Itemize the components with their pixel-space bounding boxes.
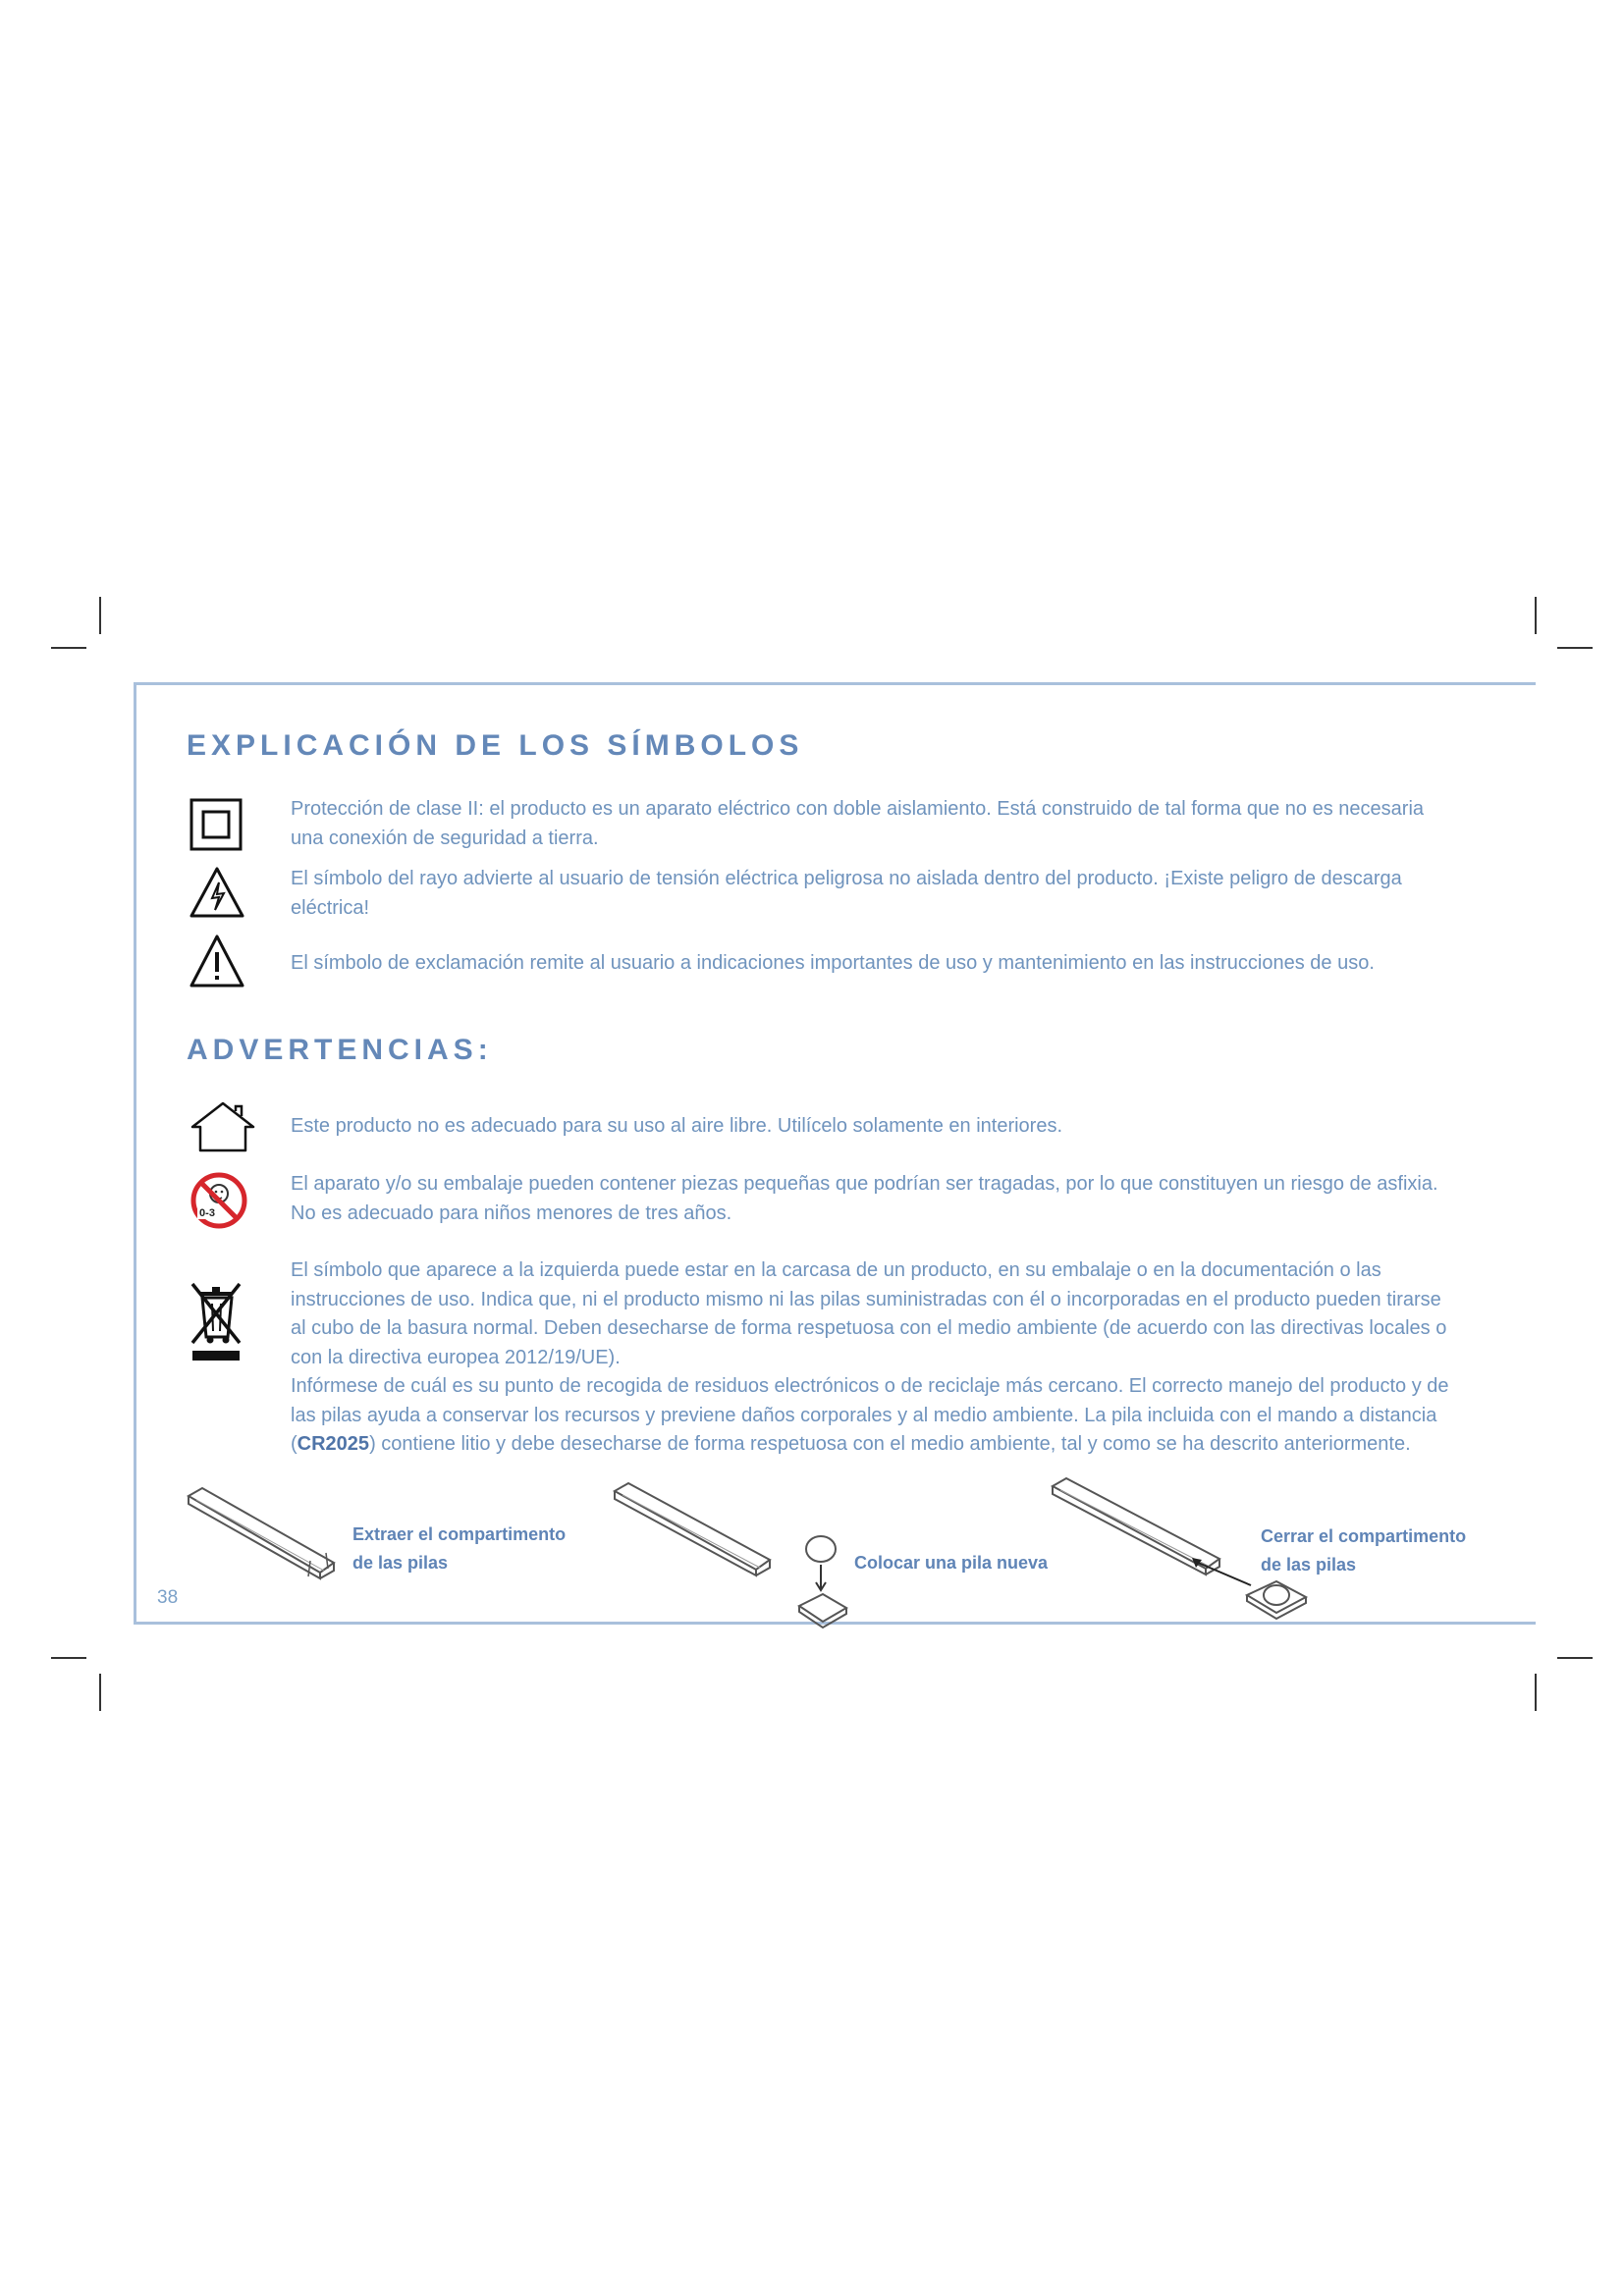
symbols-heading: EXPLICACIÓN DE LOS SÍMBOLOS	[187, 729, 804, 762]
warning-text: Este producto no es adecuado para su uso al aire libre. Utilícelo solamente en interiores.	[291, 1115, 1063, 1137]
crop-mark	[1557, 1657, 1593, 1659]
crop-mark	[51, 647, 86, 649]
battery-step-caption: Extraer el compartimento de las pilas	[352, 1524, 567, 1573]
exclamation-warning-triangle-icon	[189, 933, 245, 989]
battery-model: CR2025	[297, 1433, 370, 1455]
warnings-heading: ADVERTENCIAS:	[187, 1034, 493, 1066]
battery-step-caption: Colocar una pila nueva	[854, 1553, 1049, 1573]
crop-mark	[99, 597, 101, 634]
crop-mark	[1535, 597, 1537, 634]
crop-mark	[99, 1674, 101, 1711]
disposal-paragraph-2: Infórmese de cuál es su punto de recogida de residuos electrónicos o de reciclaje más cercano. El correcto manejo del producto y de las pilas ayuda a conservar los recursos y previene daños corporales y al medio ambiente. La pila incluida con el mando a distancia (CR2025) contiene litio y debe desecharse de forma respetuosa con el medio ambiente, tal y como se ha descrito anteriormente.	[291, 1375, 1449, 1455]
class-ii-double-square-icon	[189, 797, 244, 852]
disposal-paragraph-1: El símbolo que aparece a la izquierda puede estar en la carcasa de un producto, en su embalaje o en la documentación o las instrucciones de uso. Indica que, ni el producto mismo ni las pilas suministradas con él o incorporadas en el producto pueden tirarse al cubo de la basura normal. Deben desecharse de forma respetuosa con el medio ambiente (de acuerdo con las directivas locales o con la directiva europea 2012/19/UE).	[291, 1259, 1447, 1368]
crossed-out-wheelie-bin-icon	[189, 1280, 244, 1362]
crop-mark	[51, 1657, 86, 1659]
remote-illustration-2	[609, 1477, 776, 1585]
no-children-age-label: 0-3	[199, 1207, 215, 1219]
crop-mark	[1535, 1674, 1537, 1711]
battery-step-caption: Cerrar el compartimento de las pilas	[1261, 1526, 1467, 1575]
house-indoor-icon	[189, 1099, 257, 1154]
symbol-text: El símbolo del rayo advierte al usuario de tensión eléctrica peligrosa no aislada dentro del producto. ¡Existe peligro de descarga eléctrica!	[291, 868, 1402, 919]
disposal-text	[291, 1256, 1449, 1460]
remote-illustration-1	[183, 1482, 340, 1580]
crop-mark	[1557, 647, 1593, 649]
page-number: 38	[157, 1587, 179, 1608]
lightning-warning-triangle-icon	[189, 865, 245, 920]
symbol-text: El símbolo de exclamación remite al usuario a indicaciones importantes de uso y mantenimiento en las instrucciones de uso.	[291, 952, 1375, 974]
coin-battery-illustration	[795, 1531, 864, 1639]
warning-text: El aparato y/o su embalaje pueden contener piezas pequeñas que podrían ser tragadas, por lo que constituyen un riesgo de asfixia. No es adecuado para niños menores de tres años.	[291, 1173, 1438, 1224]
no-children-0-3-icon	[189, 1170, 249, 1231]
symbol-text: Protección de clase II: el producto es un aparato eléctrico con doble aislamiento. Está construido de tal forma que no es necesaria una conexión de seguridad a tierra.	[291, 798, 1425, 849]
